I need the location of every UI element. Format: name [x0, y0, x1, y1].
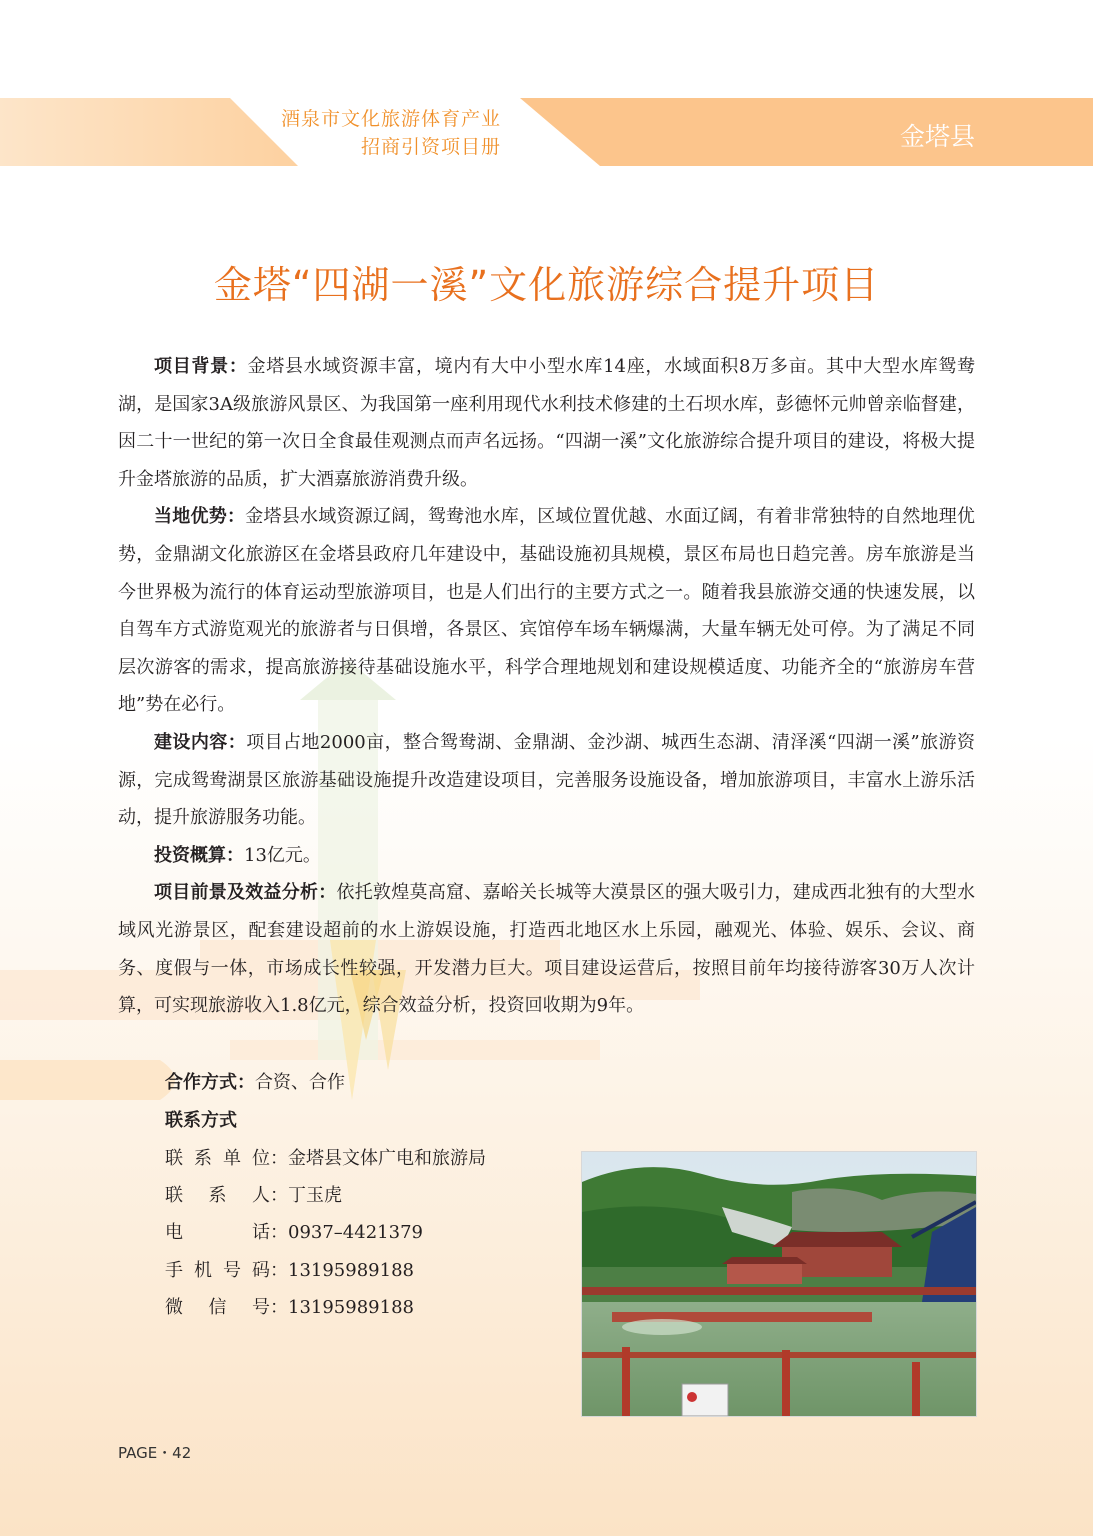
contact-label: 电话: [165, 1222, 270, 1243]
cooperation-value: 合资、合作: [255, 1072, 345, 1093]
contact-label: 手机号码: [165, 1260, 270, 1281]
contact-colon: ：: [270, 1148, 288, 1169]
section-construction: [118, 724, 975, 837]
contact-heading: [165, 1102, 237, 1139]
contact-value: 13195989188: [288, 1260, 414, 1281]
section-text: 金塔县水域资源辽阔，鸳鸯池水库，区域位置优越、水面辽阔，有着非常独特的自然地理优势，金鼎湖文化旅游区在金塔县政府几年建设中，基础设施初具规模，景区布局也日趋完善。房车旅游是当今世界极为流行的体育运动型旅游项目，也是人们出行的主要方式之一。随着我县旅游交通的快速发展，以自驾车方式游览观光的旅游者与日俱增，各景区、宾馆停车场车辆爆满，大量车辆无处可停。为了满足不同层次游客的需求，提高旅游接待基础设施水平，科学合理地规划和建设规模适度、功能齐全的“旅游房车营地”势在必行。: [118, 506, 975, 716]
section-label: 建设内容：: [154, 731, 247, 753]
scenic-lake-illustration: [582, 1152, 976, 1416]
cooperation-row: [165, 1064, 345, 1101]
section-prospects: [118, 874, 975, 1024]
contact-colon: ：: [270, 1222, 288, 1243]
contact-colon: ：: [270, 1297, 288, 1318]
cooperation-label: 合作方式：: [165, 1072, 255, 1093]
section-label: 项目背景：: [154, 356, 248, 377]
header-publication-line1: 酒泉市文化旅游体育产业: [280, 108, 501, 130]
contact-label: 微信号: [165, 1297, 270, 1318]
section-text: 依托敦煌莫高窟、嘉峪关长城等大漠景区的强大吸引力，建成西北独有的大型水域风光游景区，配套建设超前的水上游娱设施，打造西北地区水上乐园，融观光、体验、娱乐、会议、商务、度假与一体，市场成长性较强，开发潜力巨大。项目建设运营后，按照目前年均接待游客30万人次计算，可实现旅游收入1.8亿元，综合效益分析，投资回收期为9年。: [118, 882, 975, 1017]
section-advantages: [118, 498, 975, 724]
scenic-lake-photo: [581, 1151, 977, 1417]
contact-row-wechat: [165, 1289, 414, 1326]
section-text: 项目占地2000亩，整合鸳鸯湖、金鼎湖、金沙湖、城西生态湖、清泽溪“四湖一溪”旅游资源，完成鸳鸯湖景区旅游基础设施提升改造建设项目，完善服务设施设备，增加旅游项目，丰富水上游乐活动，提升旅游服务功能。: [118, 731, 975, 829]
header-band: [0, 98, 1093, 166]
contact-value: 13195989188: [288, 1297, 414, 1318]
contact-heading-text: 联系方式: [165, 1110, 237, 1131]
contact-value: 金塔县文体广电和旅游局: [288, 1148, 486, 1169]
contact-label: 联系单位: [165, 1148, 270, 1169]
section-label: 项目前景及效益分析：: [154, 882, 337, 904]
page-number: PAGE・42: [118, 1444, 192, 1462]
project-description: [118, 348, 975, 1025]
section-text: 13亿元。: [244, 844, 321, 866]
contact-label: 联系人: [165, 1185, 270, 1206]
header-publication-line2: 招商引资项目册: [360, 136, 501, 158]
contact-row-unit: [165, 1140, 486, 1177]
contact-colon: ：: [270, 1260, 288, 1281]
contact-row-person: [165, 1177, 342, 1214]
contact-row-mobile: [165, 1252, 414, 1289]
section-label: 当地优势：: [154, 506, 246, 528]
page-title: 金塔“四湖一溪”文化旅游综合提升项目: [213, 263, 880, 307]
section-investment: [118, 837, 975, 875]
header-county-label: 金塔县: [899, 122, 975, 151]
section-label: 投资概算：: [154, 844, 244, 866]
contact-row-phone: [165, 1214, 423, 1251]
section-text: 金塔县水域资源丰富，境内有大中小型水库14座，水域面积8万多亩。其中大型水库鸳鸯湖，是国家3A级旅游风景区、为我国第一座利用现代水利技术修建的土石坝水库，彭德怀元帅曾亲临督建，因二十一世纪的第一次日全食最佳观测点而声名远扬。“四湖一溪”文化旅游综合提升项目的建设，将极大提升金塔旅游的品质，扩大酒嘉旅游消费升级。: [118, 356, 975, 490]
contact-colon: ：: [270, 1185, 288, 1206]
contact-value: 丁玉虎: [288, 1185, 342, 1206]
contact-value: 0937–4421379: [288, 1222, 423, 1243]
section-background: [118, 348, 975, 498]
